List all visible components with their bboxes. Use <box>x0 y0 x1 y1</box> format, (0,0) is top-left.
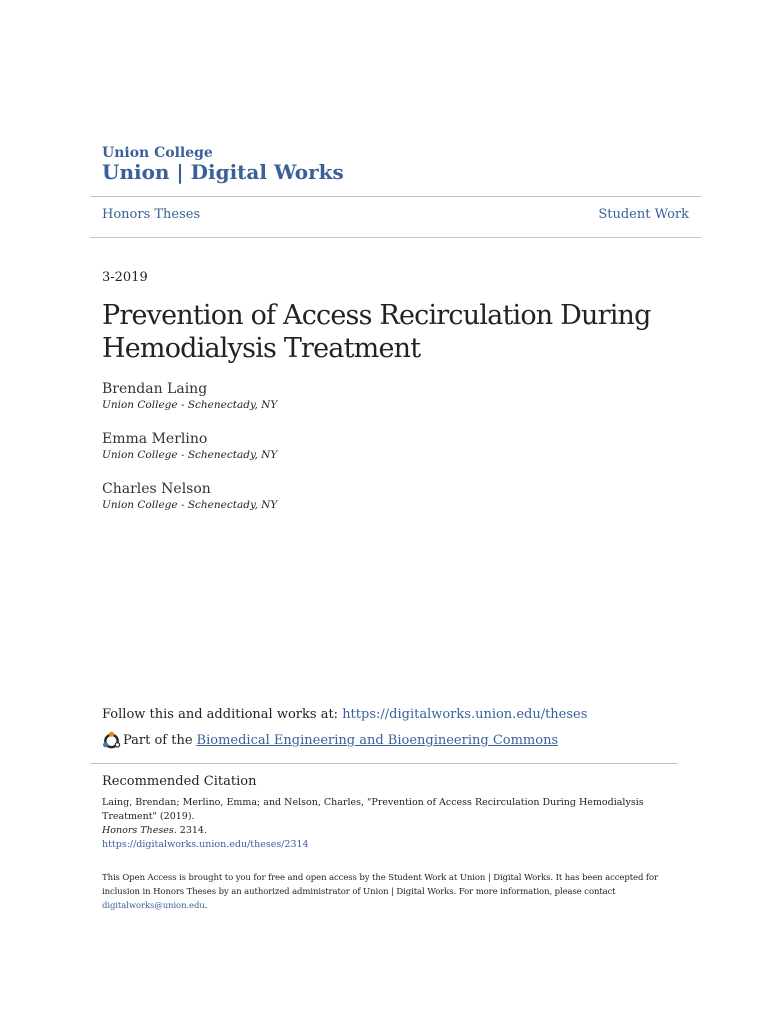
part-of-text: Part of the <box>123 733 193 748</box>
author-affiliation: Union College - Schenectady, NY <box>102 449 278 461</box>
citation-text: Laing, Brendan; Merlino, Emma; and Nelson, Charles, "Prevention of Access Recirculation During Hemodialysis Treatment" (2019). <box>102 797 644 822</box>
author-entry <box>102 430 277 462</box>
citation-heading: Recommended Citation <box>102 774 257 789</box>
header-divider <box>90 196 701 197</box>
contact-email-link[interactable]: digitalworks@union.edu <box>102 901 205 911</box>
author-name: Emma Merlino <box>102 431 208 447</box>
commons-network-icon <box>102 731 121 750</box>
honors-theses-link[interactable]: Honors Theses <box>102 207 201 222</box>
open-access-note <box>102 871 682 913</box>
commons-link[interactable]: Biomedical Engineering and Bioengineering Commons <box>196 733 559 748</box>
author-affiliation: Union College - Schenectady, NY <box>102 499 278 511</box>
nav-divider <box>90 237 701 238</box>
author-entry <box>102 380 277 412</box>
follow-line <box>102 707 587 722</box>
document-title: Prevention of Access Recirculation During Hemodialysis Treatment <box>102 300 651 364</box>
author-affiliation: Union College - Schenectady, NY <box>102 399 278 411</box>
theses-url-link[interactable]: https://digitalworks.union.edu/theses <box>342 707 588 722</box>
citation-divider <box>90 763 678 764</box>
citation-body <box>102 796 682 852</box>
student-work-link[interactable]: Student Work <box>598 207 689 222</box>
author-name: Charles Nelson <box>102 481 211 497</box>
citation-url-link[interactable]: https://digitalworks.union.edu/theses/2314 <box>102 839 309 850</box>
part-of-line <box>102 731 558 750</box>
follow-text: Follow this and additional works at: <box>102 707 343 722</box>
author-entry <box>102 480 277 512</box>
author-name: Brendan Laing <box>102 381 208 397</box>
citation-number: . 2314. <box>173 825 207 836</box>
open-access-end: . <box>204 901 208 911</box>
citation-series: Honors Theses <box>102 825 174 836</box>
repository-link[interactable]: Union | Digital Works <box>102 160 344 184</box>
open-access-text: This Open Access is brought to you for free and open access by the Student Work at Union | Digital Works. It has been accepted for inclusion in Honors Theses by an authorized administrator of Union | Digital Works. For more information, please contact <box>102 873 658 897</box>
publication-date: 3-2019 <box>102 270 148 285</box>
institution-name: Union College <box>102 145 213 161</box>
